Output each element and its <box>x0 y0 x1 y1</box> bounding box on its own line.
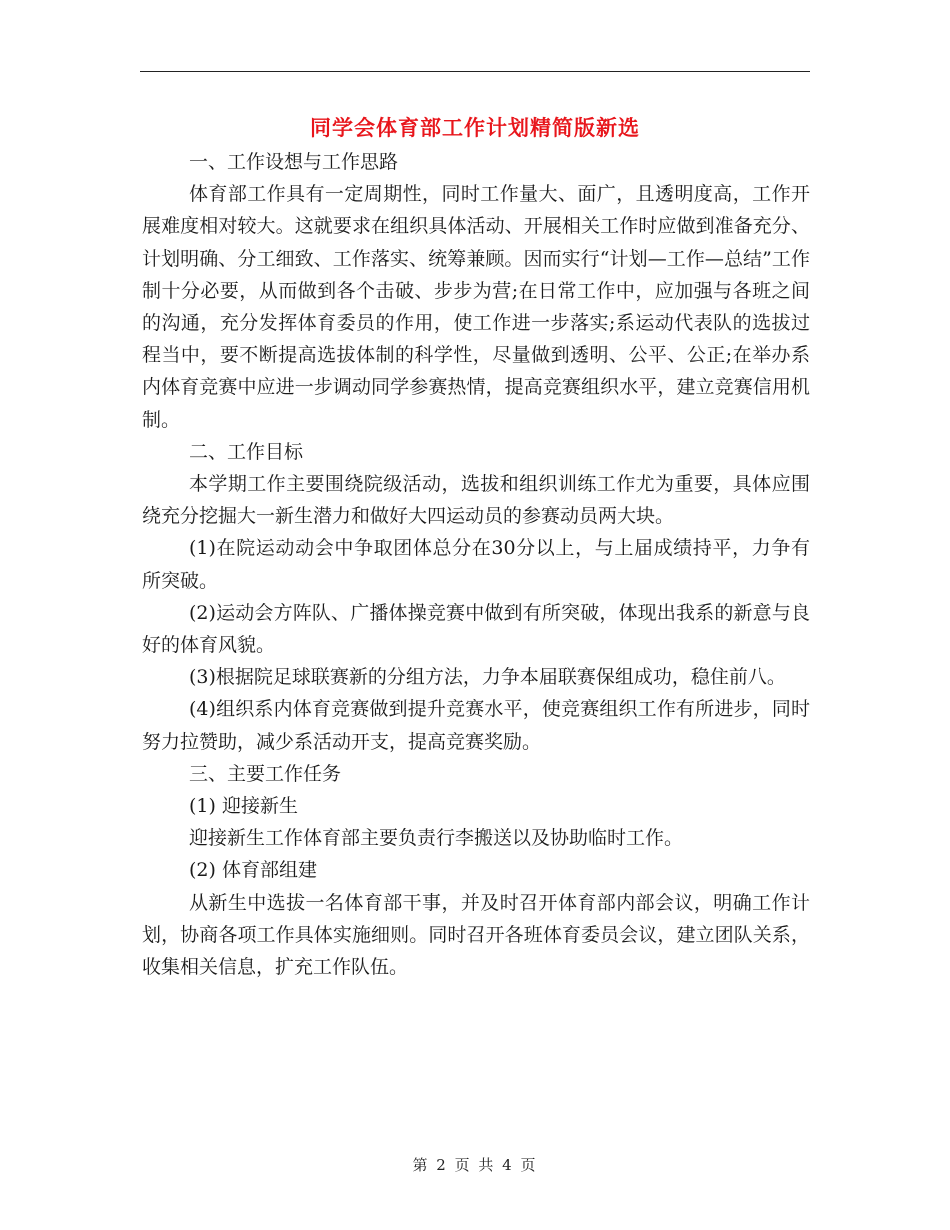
task-heading-2: (2) 体育部组建 <box>189 859 317 882</box>
goal-item-1: (1)在院运动动会中争取团体总分在30分以上，与上届成绩持平，力争有所突破。 <box>142 537 810 592</box>
document-body <box>142 146 810 983</box>
header-rule <box>140 71 810 72</box>
body-paragraph: 体育部工作具有一定周期性，同时工作量大、面广，且透明度高，工作开展难度相对较大。这就要求在组织具体活动、开展相关工作时应做到准备充分、计划明确、分工细致、工作落实、统筹兼顾。因而实行“计划—工作—总结”工作制十分必要，从而做到各个击破、步步为营;在日常工作中，应加强与各班之间的沟通，充分发挥体育委员的作用，使工作进一步落实;系运动代表队的选拔过程当中，要不断提高选拔体制的科学性，尽量做到透明、公平、公正;在举办系内体育竞赛中应进一步调动同学参赛热情，提高竞赛组织水平，建立竞赛信用机制。 <box>142 183 810 431</box>
body-paragraph: 从新生中选拔一名体育部干事，并及时召开体育部内部会议，明确工作计划，协商各项工作具体实施细则。同时召开各班体育委员会议，建立团队关系，收集相关信息，扩充工作队伍。 <box>142 891 810 979</box>
goal-item-2: (2)运动会方阵队、广播体操竞赛中做到有所突破，体现出我系的新意与良好的体育风貌。 <box>142 601 810 657</box>
section-heading-1: 一、工作设想与工作思路 <box>189 151 399 173</box>
section-heading-2: 二、工作目标 <box>189 440 304 463</box>
goal-item-4: (4)组织系内体育竞赛做到提升竞赛水平，使竞赛组织工作有所进步，同时努力拉赞助，减少系活动开支，提高竞赛奖励。 <box>142 698 810 753</box>
task-heading-1: (1) 迎接新生 <box>189 795 298 818</box>
body-paragraph: 本学期工作主要围绕院级活动，选拔和组织训练工作尤为重要，具体应围绕充分挖掘大一新生潜力和做好大四运动员的参赛动员两大块。 <box>142 473 810 528</box>
goal-item-3: (3)根据院足球联赛新的分组方法，力争本届联赛保组成功，稳住前八。 <box>189 666 786 689</box>
section-heading-3: 三、主要工作任务 <box>189 762 342 785</box>
document-title: 同学会体育部工作计划精简版新选 <box>310 116 640 140</box>
body-paragraph: 迎接新生工作体育部主要负责行李搬送以及协助临时工作。 <box>189 827 684 850</box>
page-indicator: 第 2 页 共 4 页 <box>412 1156 538 1174</box>
